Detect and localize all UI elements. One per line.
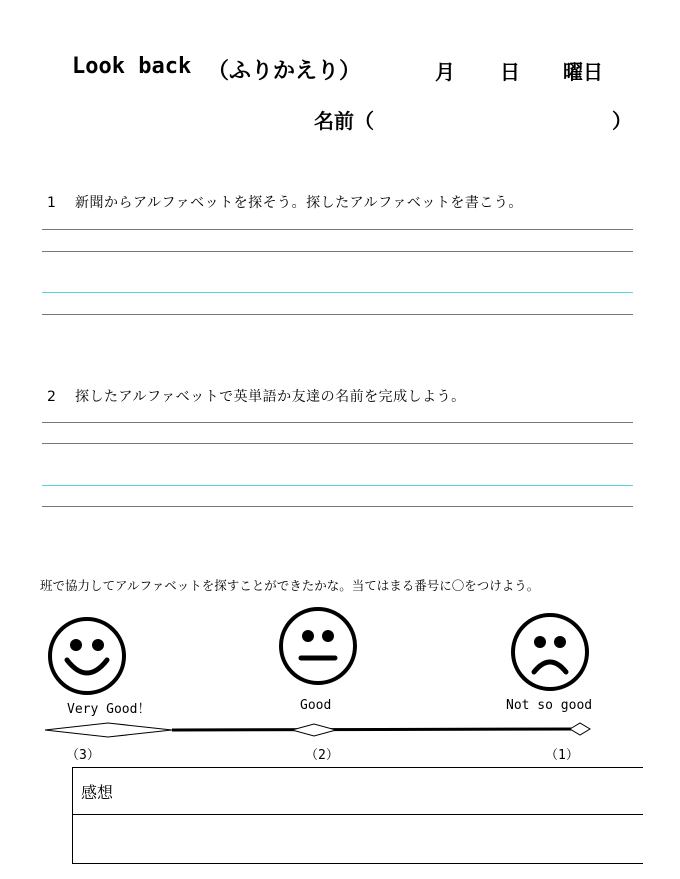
impression-box[interactable] <box>72 767 643 864</box>
face-label-good: Good <box>300 698 332 713</box>
writing-line[interactable] <box>42 314 633 315</box>
writing-line[interactable] <box>42 506 633 507</box>
month-label: 月 <box>435 60 455 84</box>
day-label: 日 <box>500 60 520 84</box>
writing-guide-line[interactable] <box>42 292 633 293</box>
evaluation-scale-line <box>40 716 600 744</box>
impression-divider <box>73 814 643 815</box>
writing-line[interactable] <box>42 443 633 444</box>
evaluation-instruction: 班で協力してアルファベットを探すことができたかな。当てはまる番号に〇をつけよう。 <box>40 578 540 593</box>
impression-label: 感想 <box>81 783 114 802</box>
question-number: 2 <box>47 389 57 405</box>
question-2 <box>47 386 466 406</box>
writing-line[interactable] <box>42 229 633 230</box>
writing-line[interactable] <box>42 422 633 423</box>
score-2[interactable]: （2） <box>305 748 339 763</box>
worksheet-title-en: Look back <box>72 54 192 79</box>
face-label-not-so-good: Not so good <box>506 698 593 713</box>
name-close-paren: ） <box>612 109 632 133</box>
worksheet-title-jp: （ふりかえり） <box>207 59 362 84</box>
name-label: 名前（ <box>314 109 374 133</box>
score-1[interactable]: （1） <box>545 748 579 763</box>
question-text: 探したアルファベットで英単語か友達の名前を完成しよう。 <box>75 389 466 405</box>
writing-line[interactable] <box>42 251 633 252</box>
frown-face-icon[interactable] <box>510 612 590 692</box>
weekday-label: 曜日 <box>563 60 603 84</box>
question-1 <box>47 192 523 212</box>
question-text: 新聞からアルファベットを探そう。探したアルファベットを書こう。 <box>75 195 523 211</box>
neutral-face-icon[interactable] <box>278 606 358 686</box>
face-label-very-good: Very Good！ <box>67 702 151 717</box>
smile-face-icon[interactable] <box>47 616 127 696</box>
score-3[interactable]: （3） <box>66 748 100 763</box>
writing-guide-line[interactable] <box>42 485 633 486</box>
question-number: 1 <box>47 195 57 211</box>
